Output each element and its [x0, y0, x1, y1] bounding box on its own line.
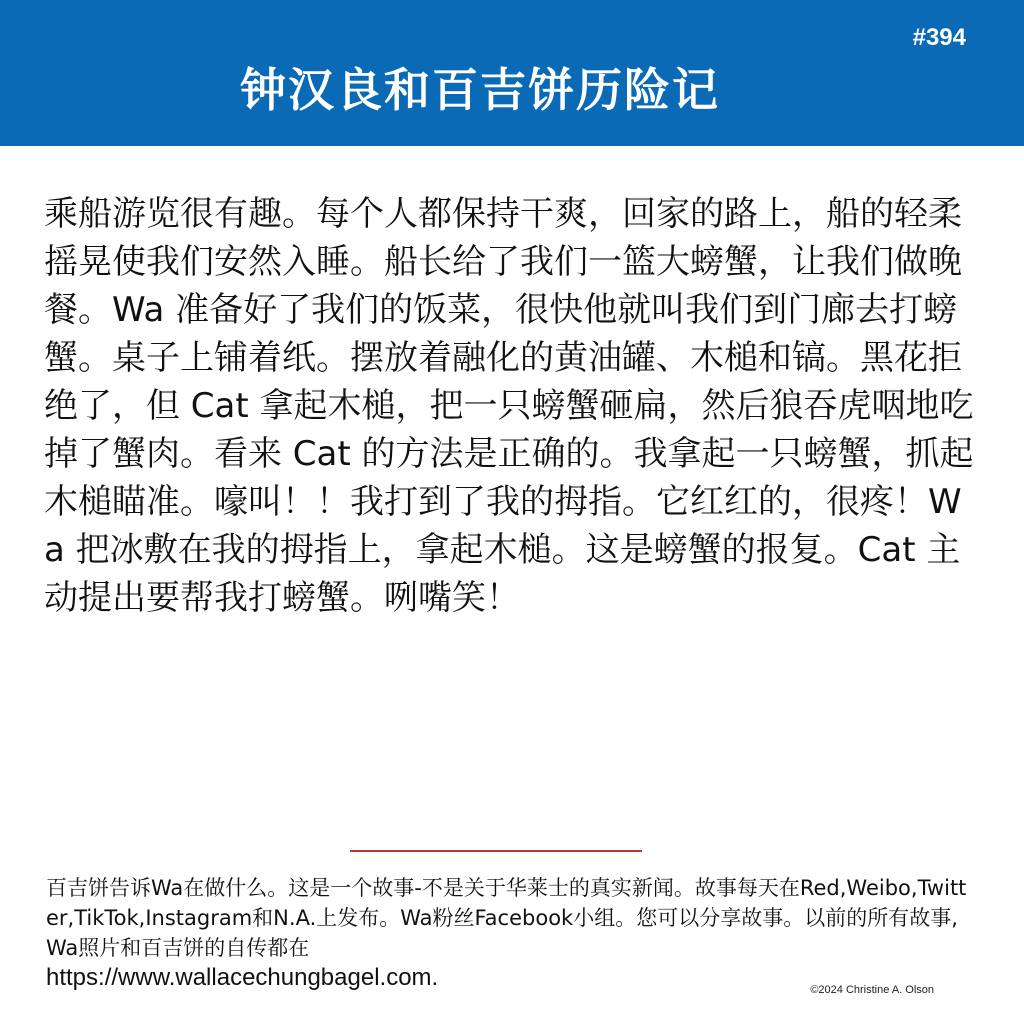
footer-note-text: 百吉饼告诉Wa在做什么。这是一个故事-不是关于华莱士的真实新闻。故事每天在Red,Weibo,Twitter,TikTok,Instagram和N.A.上发布。Wa粉丝Facebook小组。您可以分享故事。以前的所有故事,Wa照片和百吉饼的自传都在: [46, 876, 967, 960]
footer-note: [46, 873, 976, 993]
page-title: 钟汉良和百吉饼历险记: [240, 63, 720, 117]
footer-divider: [350, 850, 642, 852]
copyright-notice: ©2024 Christine A. Olson: [810, 984, 934, 996]
story-text: 乘船游览很有趣。每个人都保持干爽，回家的路上，船的轻柔摇晃使我们安然入睡。船长给了我们一篮大螃蟹，让我们做晚餐。Wa 准备好了我们的饭菜，很快他就叫我们到门廊去打螃蟹。桌子上铺着纸。摆放着融化的黄油罐、木槌和镐。黑花拒绝了，但 Cat 拿起木槌，把一只螃蟹砸扁，然后狼吞虎咽地吃掉了蟹肉。看来 Cat 的方法是正确的。我拿起一只螃蟹，抓起木槌瞄准。嚎叫！！我打到了我的拇指。它红红的，很疼！Wa 把冰敷在我的拇指上，拿起木槌。这是螃蟹的报复。Cat 主动提出要帮我打螃蟹。咧嘴笑！: [44, 194, 974, 618]
episode-number: #394: [912, 24, 966, 51]
header-banner: [0, 0, 1024, 146]
website-link[interactable]: https://www.wallacechungbagel.com.: [46, 964, 439, 991]
